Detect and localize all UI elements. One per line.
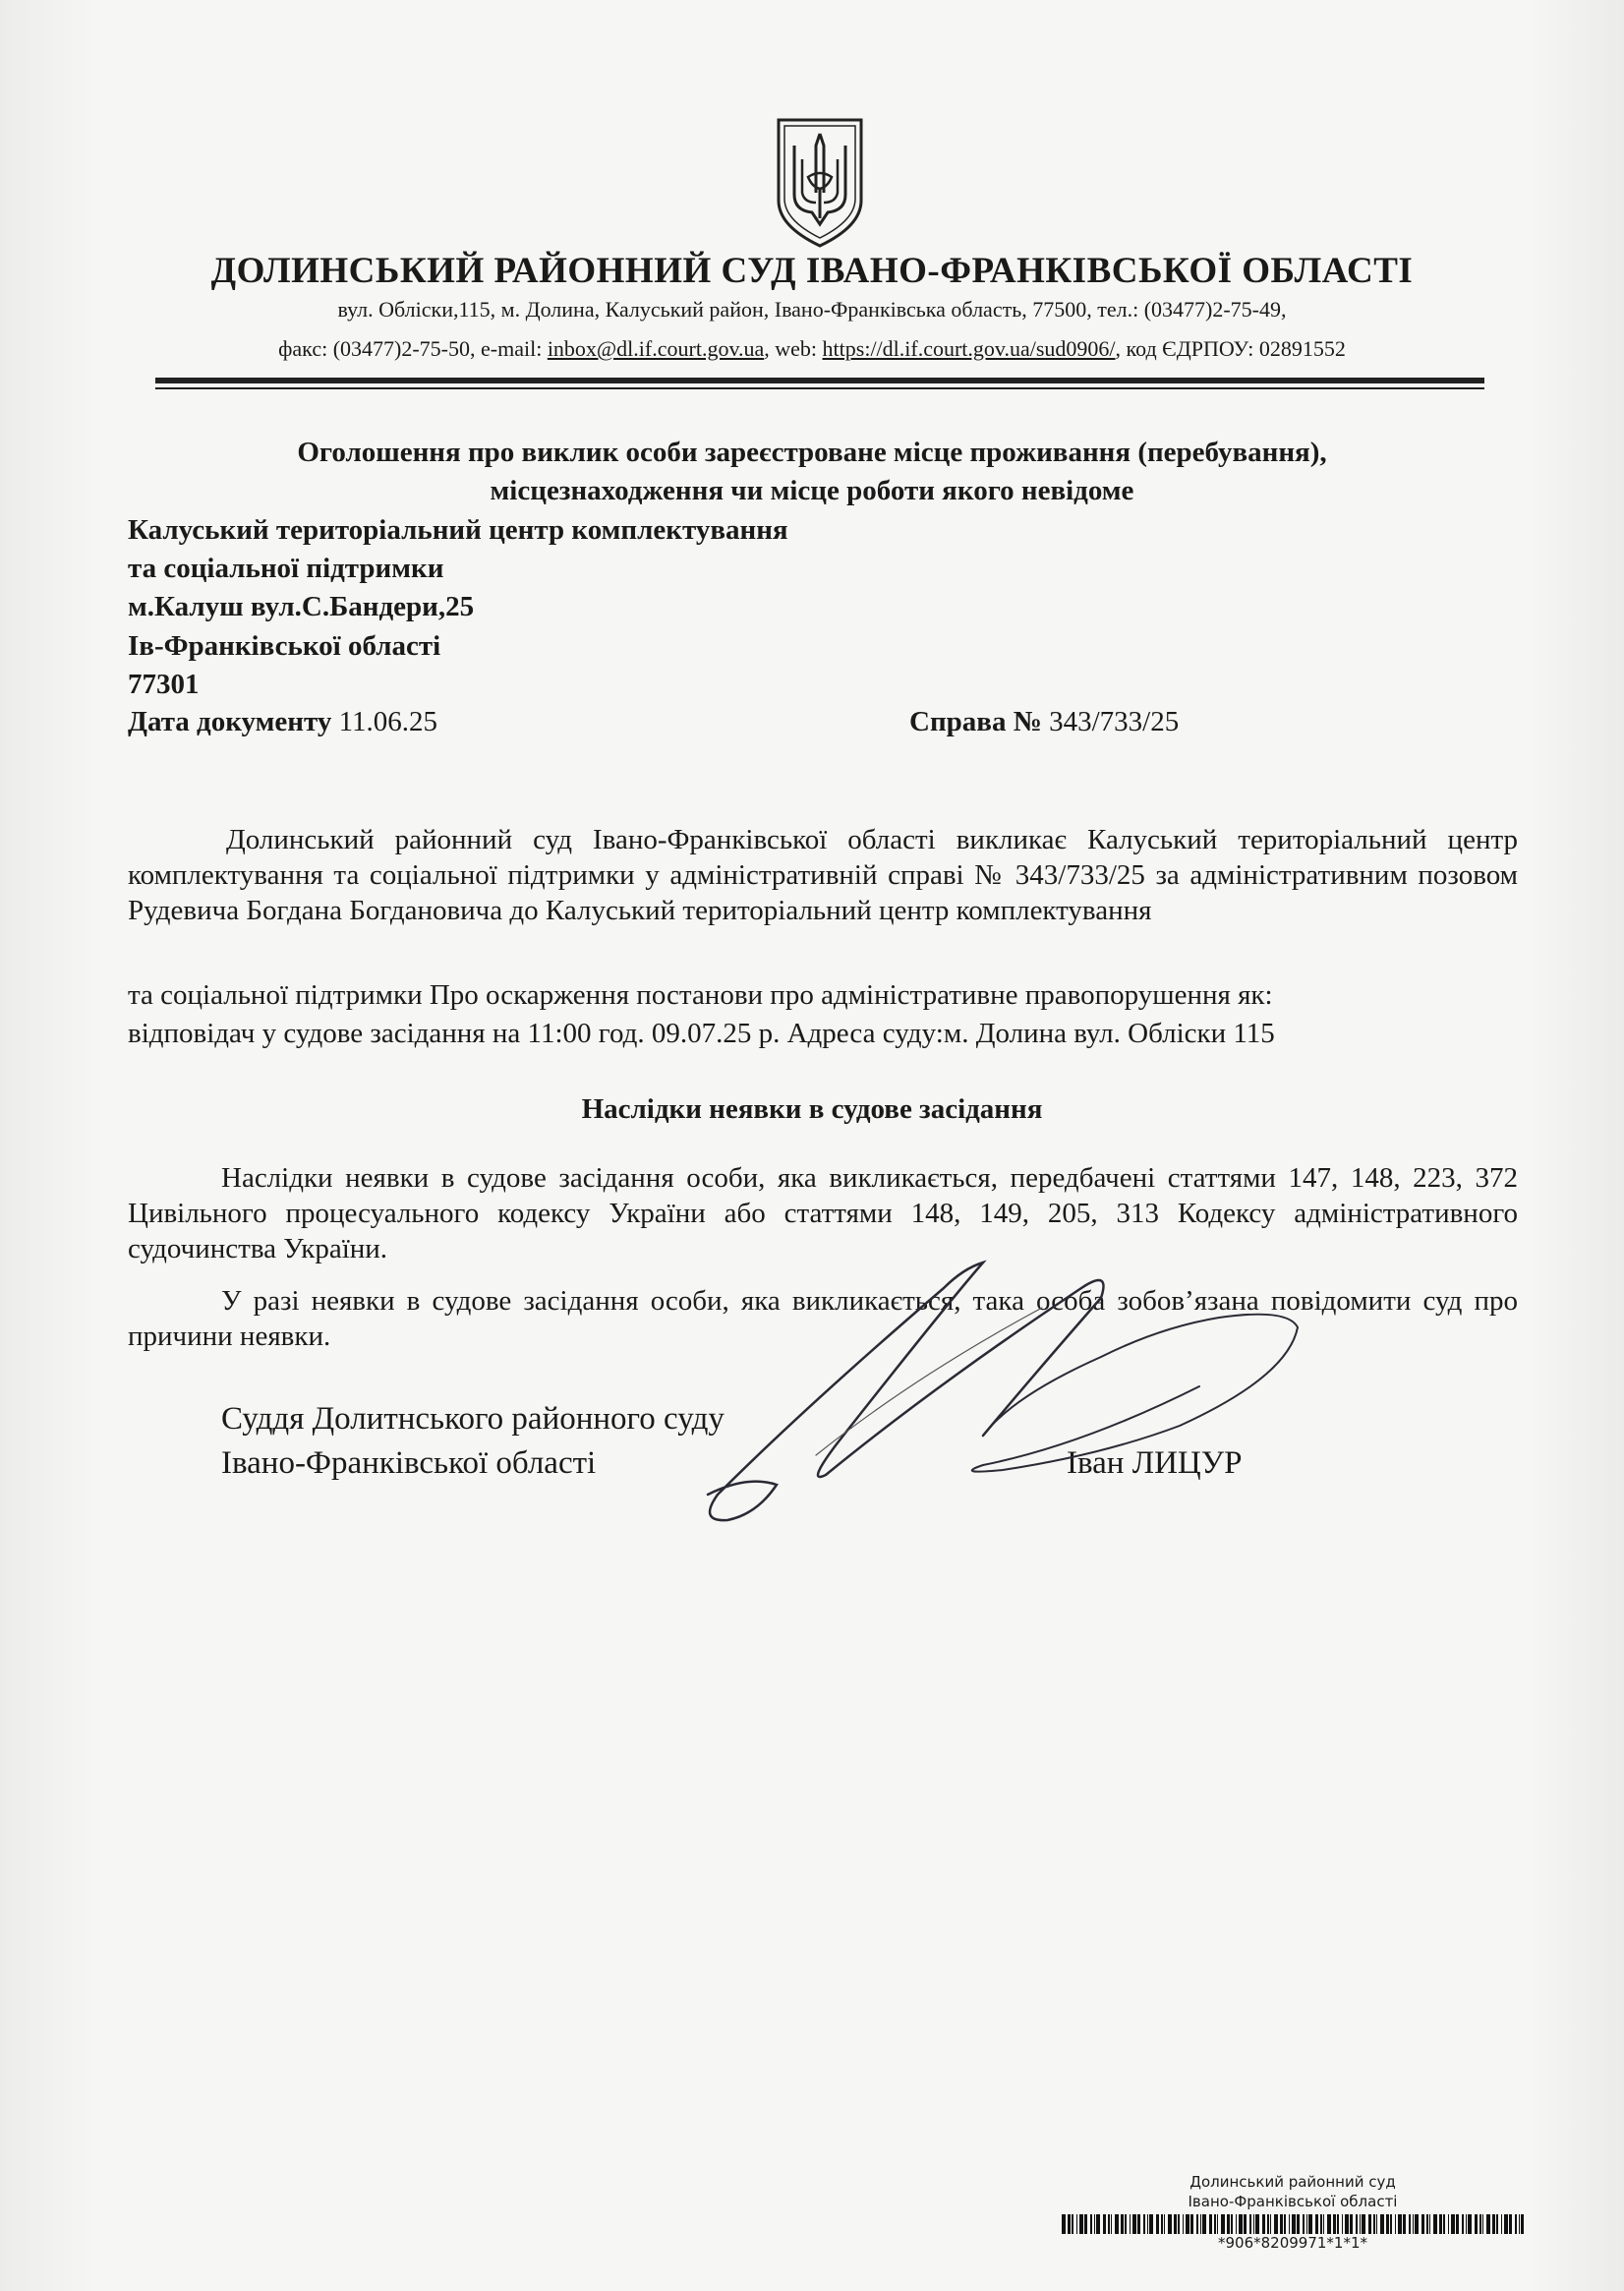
fax-text: факс: (03477)2-75-50, e-mail: — [278, 336, 548, 361]
stamp-court-name: Долинський районний суд — [1189, 2173, 1396, 2191]
recipient-line1: Калуський територіальний центр комплектування — [128, 514, 788, 546]
consequences-paragraph: Наслідки неявки в судове засідання особи, яка викликається, передбачені статтями 147, 148, 223, 372 Цивільного процесуального кодексу України або статтями 148, 149, 205, 313 Кодексу адміністративного судочинства України. — [128, 1162, 1518, 1264]
recipient-line3: м.Калуш вул.С.Бандери,25 — [128, 591, 475, 622]
document-date — [128, 706, 437, 738]
announcement-title-line2: місцезнаходження чи місце роботи якого невідоме — [490, 475, 1134, 506]
recipient-line4: Ів-Франківської області — [128, 630, 441, 662]
judge-position-line2: Івано-Франківської області — [221, 1445, 597, 1481]
email-link[interactable]: inbox@dl.if.court.gov.ua — [547, 336, 765, 361]
summons-paragraph: Долинський районний суд Івано-Франківської області викликає Калуський територіальний центр комплектування та соціальної підтримки у адміністративній справі № 343/733/25 за адміністративним позовом Рудевича Богдана Богдановича до Калуський територіальний центр комплектування — [128, 824, 1518, 926]
web-link[interactable]: https://dl.if.court.gov.ua/sud0906/ — [822, 336, 1116, 361]
case-number-value: 343/733/25 — [1041, 706, 1180, 737]
coat-of-arms-icon — [773, 116, 867, 250]
court-contacts — [98, 336, 1526, 362]
judge-name: Іван ЛИЦУР — [1067, 1445, 1243, 1481]
signature-icon — [688, 1249, 1317, 1544]
notice-paragraph: У разі неявки в судове засідання особи, яка викликається, така особа зобов’язана повідомити суд про причини неявки. — [128, 1285, 1518, 1352]
barcode-number: *906*8209971*1*1* — [1217, 2234, 1368, 2252]
case-number — [909, 706, 1179, 738]
document-date-label: Дата документу — [128, 706, 332, 737]
stamp-region: Івано-Франківської області — [1188, 2193, 1398, 2210]
court-address: вул. Обліски,115, м. Долина, Калуський район, Івано-Франківська область, 77500, тел.: (03477)2-75-49, — [337, 297, 1287, 322]
court-name: ДОЛИНСЬКИЙ РАЙОННИЙ СУД ІВАНО-ФРАНКІВСЬКОЇ ОБЛАСТІ — [210, 251, 1414, 291]
recipient-line5: 77301 — [128, 669, 200, 700]
edrpou-code: , код ЄДРПОУ: 02891552 — [1115, 336, 1346, 361]
barcode-icon — [1062, 2214, 1524, 2234]
announcement-title-line1: Оголошення про виклик особи зареєстроване місце проживання (перебування), — [297, 437, 1327, 468]
summons-line-hearing: відповідач у судове засідання на 11:00 год. 09.07.25 р. Адреса суду:м. Долина вул. Обліски 115 — [128, 1018, 1275, 1049]
recipient-line2: та соціальної підтримки — [128, 553, 444, 584]
judge-position-line1: Суддя Долитнського районного суду — [221, 1401, 725, 1437]
header-divider-thin — [155, 387, 1484, 389]
header-divider-thick — [155, 378, 1484, 383]
web-prefix: , web: — [764, 336, 823, 361]
case-number-label: Справа № — [909, 706, 1042, 737]
summons-line-subject: та соціальної підтримки Про оскарження постанови про адміністративне правопорушення як: — [128, 979, 1273, 1011]
consequences-title: Наслідки неявки в судове засідання — [581, 1093, 1043, 1125]
document-date-value: 11.06.25 — [331, 706, 438, 737]
